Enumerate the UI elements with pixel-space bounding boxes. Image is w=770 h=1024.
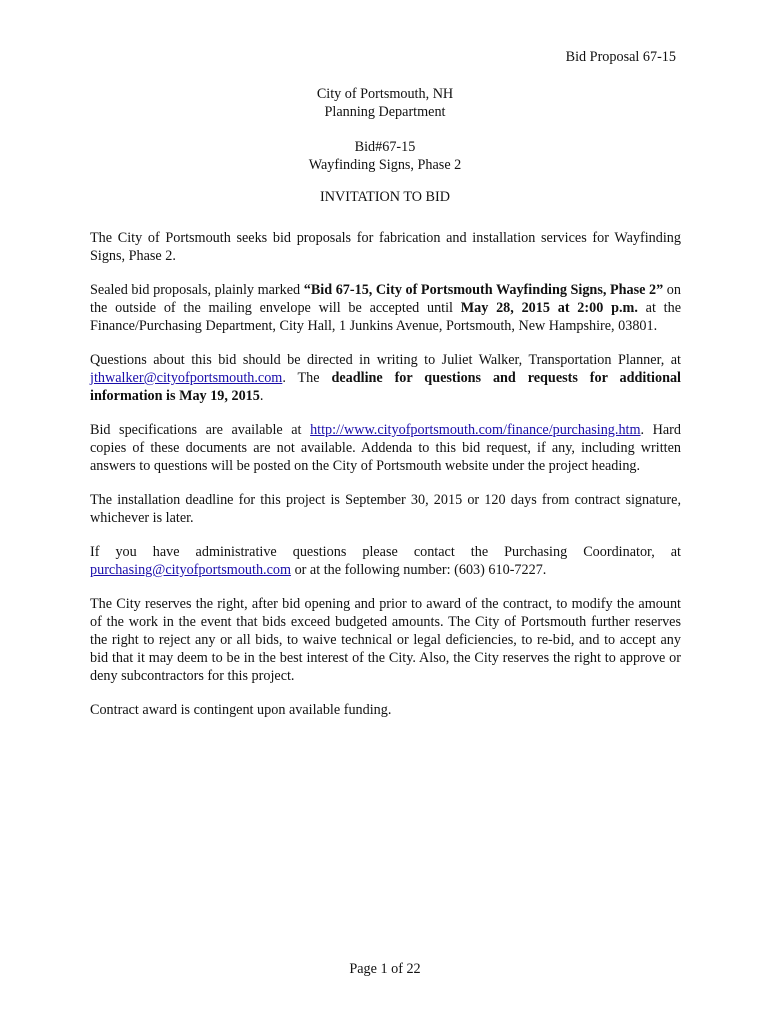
document-heading: INVITATION TO BID <box>320 189 450 205</box>
questions-text-b: . The <box>282 370 332 386</box>
questions-deadline: deadline for questions and requests for additional information is May 19, 2015 <box>90 370 681 404</box>
admin-questions-paragraph <box>90 543 681 579</box>
purchasing-url-link[interactable]: http://www.cityofportsmouth.com/finance/purchasing.htm <box>310 422 641 438</box>
purchasing-email-link[interactable]: purchasing@cityofportsmouth.com <box>90 562 292 578</box>
organization-header <box>90 85 680 121</box>
specifications-text-a: Bid specifications are available at <box>90 422 311 438</box>
reservations-paragraph <box>90 595 681 685</box>
admin-text-a: If you have administrative questions please contact the Purchasing Coordinator, at <box>90 544 681 560</box>
installation-paragraph <box>90 491 681 527</box>
installation-text: The installation deadline for this project is September 30, 2015 or 120 days from contract signature, whichever is later. <box>90 492 681 526</box>
funding-paragraph <box>90 701 681 719</box>
submission-text-a: Sealed bid proposals, plainly marked <box>90 282 304 298</box>
submission-text-d: at the Finance/Purchasing Department, City Hall, 1 Junkins Avenue, Portsmouth, New Hampshire, 03801. <box>90 300 681 334</box>
city-name: City of Portsmouth, NH <box>316 86 454 102</box>
questions-text-c: . <box>259 388 264 404</box>
reservations-text: The City reserves the right, after bid opening and prior to award of the contract, to modify the amount of the work in the event that bids exceed budgeted amounts. The City of Portsmouth further reserves the right to reject any or all bids, to waive technical or legal deficiencies, to re-bid, and to accept any bid that it may deem to be in the best interest of the City. Also, the City reserves the right to approve or deny subcontractors for this project. <box>90 596 681 684</box>
contact-email-link[interactable]: jthwalker@cityofportsmouth.com <box>90 370 283 386</box>
specifications-paragraph <box>90 421 681 475</box>
funding-text: Contract award is contingent upon available funding. <box>90 702 392 718</box>
bid-number: Bid#67-15 <box>354 139 416 155</box>
questions-paragraph <box>90 351 681 405</box>
envelope-marking: “Bid 67-15, City of Portsmouth Wayfinding Signs, Phase 2” <box>303 282 664 298</box>
admin-text-b: or at the following number: (603) 610-7227. <box>291 562 547 578</box>
submission-text-c: on the outside of the mailing envelope will be accepted until <box>90 282 681 316</box>
department-name: Planning Department <box>324 104 446 120</box>
project-title: Wayfinding Signs, Phase 2 <box>308 157 462 173</box>
page-number: Page 1 of 22 <box>349 961 421 977</box>
bid-header <box>90 138 680 174</box>
document-body <box>90 229 681 735</box>
questions-text-a: Questions about this bid should be directed in writing to Juliet Walker, Transportation Planner, at <box>90 352 681 368</box>
specifications-text-b: . Hard copies of these documents are not available. Addenda to this bid request, if any, including written answers to questions will be posted on the City of Portsmouth website under the project heading. <box>90 422 681 474</box>
intro-text: The City of Portsmouth seeks bid proposals for fabrication and installation services for Wayfinding Signs, Phase 2. <box>90 230 681 264</box>
bid-proposal-id: Bid Proposal 67-15 <box>565 49 676 65</box>
submission-paragraph <box>90 281 681 335</box>
submission-deadline: May 28, 2015 at 2:00 p.m. <box>460 300 638 316</box>
intro-paragraph <box>90 229 681 265</box>
